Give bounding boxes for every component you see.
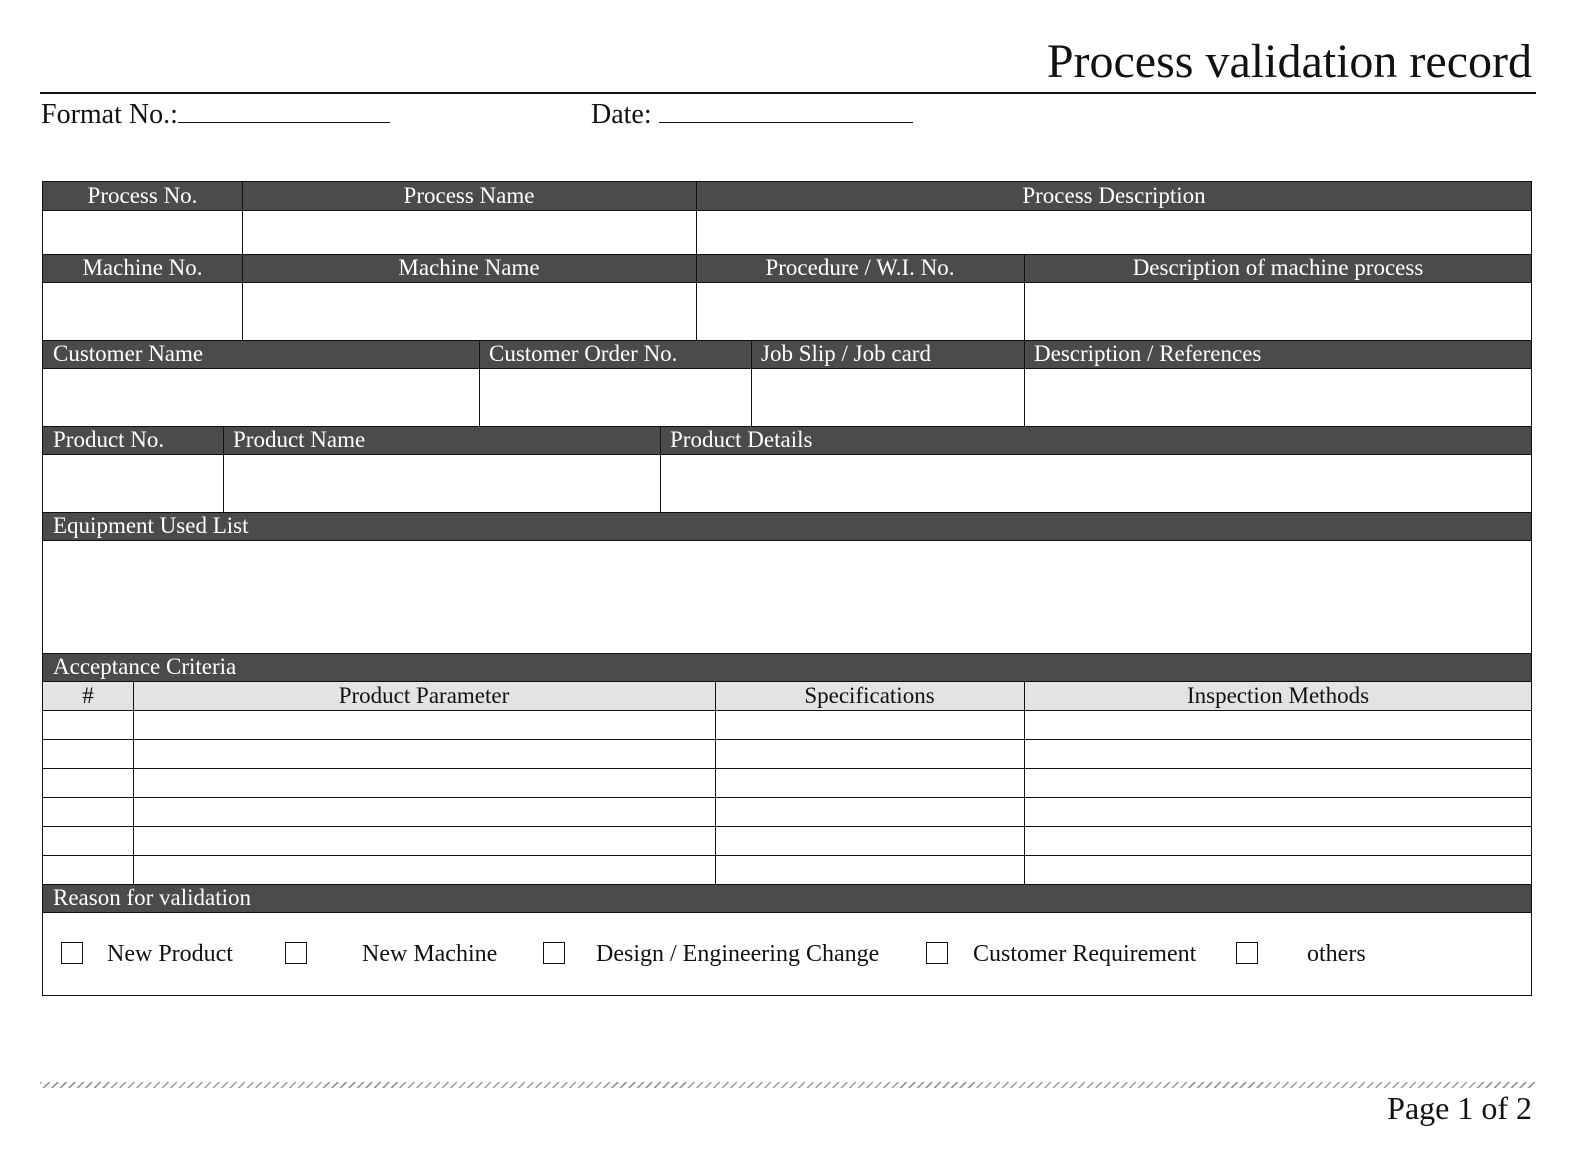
cell-divider	[696, 254, 697, 340]
cell-divider	[242, 254, 243, 340]
reason-options	[43, 940, 1531, 970]
col-inspection-methods-header: Inspection Methods	[1186, 683, 1370, 708]
row-divider	[43, 426, 1531, 427]
col-specifications-header: Specifications	[804, 683, 935, 708]
table-column-divider	[133, 682, 134, 884]
table-row	[43, 739, 1531, 740]
cell-divider	[696, 182, 697, 254]
process-no-header: Process No.	[87, 183, 198, 208]
row-divider	[43, 884, 1531, 885]
acceptance-column-headers	[43, 682, 1531, 711]
customer-name-header: Customer Name	[53, 341, 204, 366]
row-divider	[43, 340, 1531, 341]
cell-divider	[1024, 254, 1025, 340]
cell-divider	[479, 340, 480, 426]
table-row	[43, 797, 1531, 798]
cell-divider	[751, 340, 752, 426]
table-row	[43, 855, 1531, 856]
new-machine-checkbox[interactable]	[285, 942, 307, 964]
reason-header-band	[43, 884, 1531, 913]
job-slip-header: Job Slip / Job card	[761, 341, 931, 366]
format-no-row	[41, 96, 390, 131]
table-row	[43, 768, 1531, 769]
process-header-band	[43, 182, 1531, 211]
machine-header-band	[43, 254, 1531, 283]
design-engineering-change-label: Design / Engineering Change	[596, 941, 880, 967]
validation-form	[42, 181, 1532, 996]
others-label: others	[1307, 941, 1366, 967]
col-product-parameter-header: Product Parameter	[338, 683, 510, 708]
process-description-header: Process Description	[1022, 183, 1206, 208]
table-row	[43, 710, 1531, 711]
process-name-header: Process Name	[403, 183, 535, 208]
customer-requirement-label: Customer Requirement	[973, 941, 1197, 967]
product-name-header: Product Name	[233, 427, 366, 452]
new-product-checkbox[interactable]	[61, 942, 83, 964]
cell-divider	[660, 426, 661, 512]
acceptance-criteria-band	[43, 653, 1531, 682]
new-machine-label: New Machine	[362, 941, 498, 967]
row-divider	[43, 254, 1531, 255]
product-header-band	[43, 426, 1531, 455]
table-column-divider	[715, 682, 716, 884]
equipment-used-list-header: Equipment Used List	[53, 513, 249, 538]
date-field[interactable]	[659, 96, 913, 123]
acceptance-criteria-header: Acceptance Criteria	[53, 654, 237, 679]
document-title: Process validation record	[1046, 35, 1532, 88]
row-divider	[43, 512, 1531, 513]
table-row	[43, 826, 1531, 827]
customer-requirement-checkbox[interactable]	[926, 942, 948, 964]
procedure-wi-no-header: Procedure / W.I. No.	[765, 255, 955, 280]
machine-name-header: Machine Name	[398, 255, 540, 280]
machine-process-description-header: Description of machine process	[1132, 255, 1424, 280]
table-column-divider	[1024, 682, 1025, 884]
date-row	[591, 96, 913, 131]
reason-for-validation-header: Reason for validation	[53, 885, 252, 910]
others-checkbox[interactable]	[1236, 942, 1258, 964]
cell-divider	[223, 426, 224, 512]
cell-divider	[242, 182, 243, 254]
machine-no-header: Machine No.	[82, 255, 203, 280]
date-label: Date:	[591, 99, 652, 130]
format-no-label: Format No.:	[41, 99, 178, 130]
customer-header-band	[43, 340, 1531, 369]
customer-order-no-header: Customer Order No.	[489, 341, 678, 366]
product-no-header: Product No.	[53, 427, 165, 452]
footer-divider	[40, 1082, 1536, 1088]
col-index-header: #	[82, 683, 94, 708]
page-number: Page 1 of 2	[1387, 1090, 1532, 1126]
equipment-header-band	[43, 512, 1531, 541]
description-references-header: Description / References	[1034, 341, 1262, 366]
format-no-field[interactable]	[178, 96, 390, 123]
new-product-label: New Product	[107, 941, 233, 967]
title-divider	[40, 92, 1536, 94]
design-engineering-change-checkbox[interactable]	[543, 942, 565, 964]
product-details-header: Product Details	[670, 427, 813, 452]
row-divider	[43, 653, 1531, 654]
cell-divider	[1024, 340, 1025, 426]
